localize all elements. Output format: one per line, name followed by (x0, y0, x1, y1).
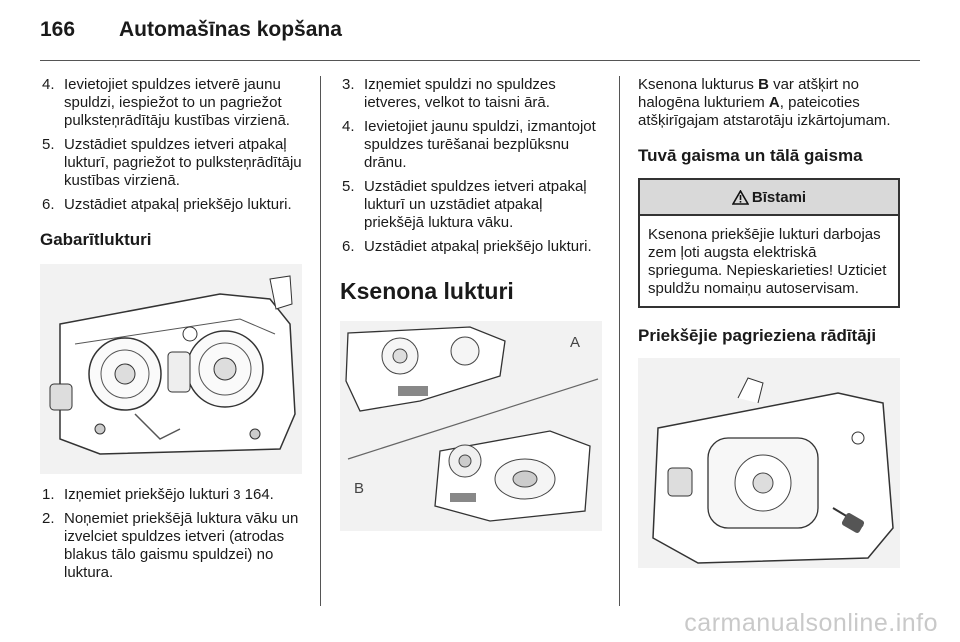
step-item: 1. Izņemiet priekšējo lukturi 3 164. (42, 486, 274, 503)
column-divider-1 (320, 76, 321, 606)
step-item: 4. Ievietojiet spuldzes ietverē jaunu spuldzi, iespiežot to un pagriežot pulksteņrādītāju kustības virzienā. (42, 76, 290, 129)
step-item: 6. Uzstādiet atpakaļ priekšējo lukturi. (42, 196, 292, 213)
xenon-halogen-comparison-illustration (340, 321, 602, 531)
section-heading-position-lights: Gabarītlukturi (40, 230, 152, 249)
step-text: Uzstādiet spuldzes ietveri atpakaļ lukturī un uzstādiet atpakaļ priekšējā luktura vāku. (364, 178, 587, 231)
warning-title: Bīstami (751, 188, 807, 206)
xenon-intro-paragraph: Ksenona lukturus B var atšķirt no halogēna lukturiem A, pateicoties atšķirīgajam atstarotāju izkārtojumam. (638, 76, 891, 129)
watermark: carmanualsonline.info (684, 609, 938, 637)
step-text: Uzstādiet atpakaļ priekšējo lukturi. (364, 238, 592, 255)
step-item: 5. Uzstādiet spuldzes ietveri atpakaļ lukturī, pagriežot to pulksteņrādītāju kustības virzienā. (42, 136, 302, 189)
turn-signal-illustration (638, 358, 900, 568)
step-text: Izņemiet spuldzi no spuldzes ietveres, velkot to taisni ārā. (364, 76, 556, 111)
warning-title-bar (640, 180, 898, 216)
warning-body: Ksenona priekšējie lukturi darbojas zem ļoti augsta elektriskā sprieguma. Nepieskarieties! Uzticiet spuldžu nomaiņu autoservisam. (648, 226, 887, 297)
headlamp-rear-illustration (40, 264, 302, 474)
steps-list-top (40, 76, 302, 214)
column-2 (340, 76, 602, 531)
page-number: 166 (40, 18, 76, 41)
page-ref[interactable]: 164. (244, 486, 274, 503)
page-title: Automašīnas kopšana (119, 18, 342, 41)
figure-label-b: B (354, 480, 365, 497)
steps-list (340, 76, 602, 256)
step-item: 3. Izņemiet spuldzi no spuldzes ietveres, velkot to taisni ārā. (342, 76, 556, 111)
section-heading-xenon: Ksenona lukturi (340, 278, 514, 304)
step-text: Uzstādiet spuldzes ietveri atpakaļ lukturī, pagriežot to pulksteņrādītāju kustības virzienā. (64, 136, 302, 189)
step-text: Ievietojiet spuldzes ietverē jaunu spuldzi, iespiežot to un pagriežot pulksteņrādītāju kustības virzienā. (64, 76, 290, 129)
step-text: Uzstādiet atpakaļ priekšējo lukturi. (64, 196, 292, 213)
danger-warning-box (638, 178, 900, 308)
step-item: 4. Ievietojiet jaunu spuldzi, izmantojot spuldzes turēšanai bezplūksnu drānu. (342, 118, 596, 171)
column-divider-2 (619, 76, 620, 606)
section-heading-low-high-beam: Tuvā gaisma un tālā gaisma (638, 146, 863, 165)
warning-triangle-icon (732, 190, 749, 205)
figure-label-a: A (570, 334, 581, 351)
step-text: Izņemiet priekšējo lukturi (64, 486, 230, 503)
column-1 (40, 76, 302, 588)
step-item: 2. Noņemiet priekšējā luktura vāku un izvelciet spuldzes ietveri (atrodas blakus tālo gaismu spuldzei) no luktura. (42, 510, 299, 581)
page-ref-arrow-icon: 3 (233, 487, 241, 502)
step-text: Noņemiet priekšējā luktura vāku un izvelciet spuldzes ietveri (atrodas blakus tālo gaismu spuldzei) no luktura. (64, 510, 299, 581)
section-heading-turn-signals: Priekšējie pagrieziena rādītāji (638, 326, 877, 345)
step-text: Ievietojiet jaunu spuldzi, izmantojot spuldzes turēšanai bezplūksnu drānu. (364, 118, 596, 171)
step-item: 6. Uzstādiet atpakaļ priekšējo lukturi. (342, 238, 592, 255)
column-3 (638, 76, 900, 568)
steps-list-bottom (40, 486, 302, 582)
step-item: 5. Uzstādiet spuldzes ietveri atpakaļ lukturī un uzstādiet atpakaļ priekšējā luktura vāku. (342, 178, 587, 231)
header-rule (40, 60, 920, 61)
page-header (40, 14, 920, 64)
